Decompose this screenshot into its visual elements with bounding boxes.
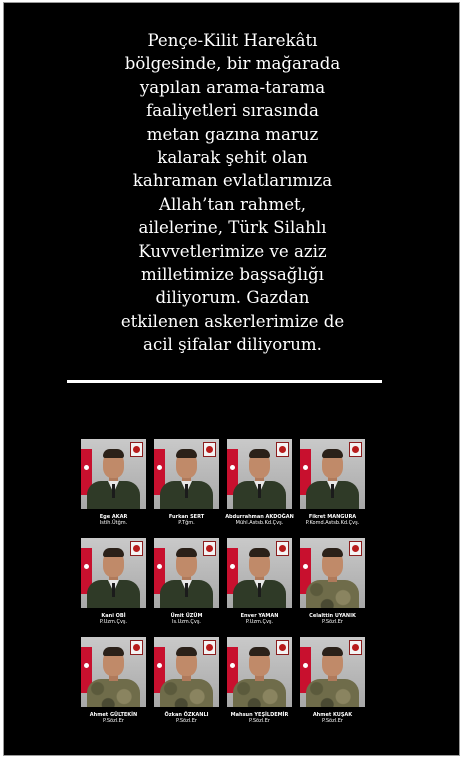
army-emblem-icon	[276, 640, 289, 655]
soldier-card	[227, 637, 292, 728]
hair	[103, 548, 124, 557]
soldier-card	[300, 439, 365, 530]
soldier-rank: Mühl.Astsb.Kd.Çvş.	[235, 520, 284, 526]
message-line: diliyorum. Gazdan	[155, 288, 310, 308]
soldier-rank: Istih.Ütğm.	[99, 520, 128, 526]
soldier-card	[227, 538, 292, 629]
soldier-rank: P.Tğm.	[178, 520, 195, 526]
story-frame	[3, 2, 460, 756]
message-line: bölgesinde, bir mağarada	[124, 54, 341, 74]
soldier-name: Enver YAMAN	[240, 613, 279, 619]
soldier-name: Abdurrahman AKDOĞAN	[225, 514, 294, 520]
soldier-portrait	[300, 637, 365, 707]
soldier-rank: P.Sözl.Er	[249, 718, 270, 724]
army-emblem-icon	[349, 442, 362, 457]
message-line: metan gazına maruz	[146, 124, 319, 144]
necktie	[185, 583, 188, 597]
hair	[322, 647, 343, 656]
soldier-portrait	[300, 439, 365, 509]
army-emblem-icon	[276, 541, 289, 556]
hair	[103, 449, 124, 458]
necktie	[258, 484, 261, 498]
necktie	[331, 484, 334, 498]
hair	[322, 548, 343, 557]
hair	[176, 548, 197, 557]
soldier-name: Celalttin UYANIK	[309, 613, 356, 619]
soldier-portrait	[154, 538, 219, 608]
message-line: Kuvvetlerimize ve aziz	[138, 241, 327, 261]
soldier-rank: P.Uzm.Çvş.	[245, 619, 274, 625]
soldier-card	[154, 538, 219, 629]
army-emblem-icon	[130, 541, 143, 556]
message-line: ailelerine, Türk Silahlı	[138, 218, 327, 238]
soldier-name: Ahmet GÜLTEKİN	[89, 712, 138, 718]
soldier-rank: P.Sözl.Er	[322, 718, 343, 724]
hair	[103, 647, 124, 656]
message-line: etkilenen askerlerimize de	[120, 311, 345, 331]
necktie	[258, 583, 261, 597]
army-emblem-icon	[203, 640, 216, 655]
uniform	[306, 679, 359, 707]
soldier-card	[300, 538, 365, 629]
soldier-card	[154, 637, 219, 728]
hair	[176, 647, 197, 656]
army-emblem-icon	[130, 640, 143, 655]
soldier-rank: P.Sözl.Er	[322, 619, 343, 625]
message-line: kalarak şehit olan	[157, 148, 308, 168]
army-emblem-icon	[276, 442, 289, 457]
message-line: Pençe-Kilit Harekâtı	[147, 31, 318, 50]
soldier-rank: P.Komd.Astsb.Kd.Çvş.	[305, 520, 360, 526]
soldier-card	[81, 439, 146, 530]
soldier-name: Ahmet KUŞAK	[312, 712, 353, 718]
hair	[249, 548, 270, 557]
soldier-card	[81, 538, 146, 629]
army-emblem-icon	[203, 442, 216, 457]
condolence-message	[44, 29, 421, 357]
army-emblem-icon	[349, 541, 362, 556]
soldier-portrait	[81, 637, 146, 707]
necktie	[185, 484, 188, 498]
soldier-rank: Is.Uzm.Çvş.	[171, 619, 202, 625]
soldier-portrait	[300, 538, 365, 608]
soldier-portrait	[81, 538, 146, 608]
soldier-name: Fikret MANGURA	[308, 514, 357, 520]
uniform	[306, 580, 359, 608]
soldier-rank: P.Sözl.Er	[176, 718, 197, 724]
soldier-portrait	[154, 637, 219, 707]
army-emblem-icon	[203, 541, 216, 556]
message-line: Allah’tan rahmet,	[159, 194, 306, 214]
message-line: acil şifalar diliyorum.	[143, 335, 322, 355]
necktie	[112, 583, 115, 597]
soldier-portrait	[227, 439, 292, 509]
soldier-name: Furkan SERT	[168, 514, 205, 520]
message-line: milletimize başsağlığı	[141, 265, 324, 285]
message-line: yapılan arama-tarama	[139, 77, 326, 97]
message-line: kahraman evlatlarımıza	[132, 171, 333, 191]
divider-line	[67, 380, 382, 383]
soldier-name: Ümit ÜZÜM	[170, 613, 203, 619]
hair	[176, 449, 197, 458]
soldier-portrait	[154, 439, 219, 509]
soldier-portrait	[81, 439, 146, 509]
uniform	[233, 679, 286, 707]
soldier-card	[300, 637, 365, 728]
soldier-card	[227, 439, 292, 530]
hair	[322, 449, 343, 458]
soldier-rank: P.Sözl.Er	[103, 718, 124, 724]
soldier-card	[154, 439, 219, 530]
soldier-name: Ege AKAR	[99, 514, 128, 520]
army-emblem-icon	[349, 640, 362, 655]
soldier-card	[81, 637, 146, 728]
soldier-name: Özkan ÖZKANLI	[164, 712, 209, 718]
soldier-name: Kani OBİ	[101, 613, 126, 619]
soldier-photo-grid	[81, 439, 371, 728]
army-emblem-icon	[130, 442, 143, 457]
necktie	[112, 484, 115, 498]
uniform	[87, 679, 140, 707]
hair	[249, 449, 270, 458]
soldier-portrait	[227, 637, 292, 707]
hair	[249, 647, 270, 656]
soldier-portrait	[227, 538, 292, 608]
message-line: faaliyetleri sırasında	[146, 101, 319, 121]
soldier-rank: P.Uzm.Çvş.	[99, 619, 128, 625]
soldier-name: Mahsun YEŞİLDEMİR	[230, 712, 289, 718]
uniform	[160, 679, 213, 707]
